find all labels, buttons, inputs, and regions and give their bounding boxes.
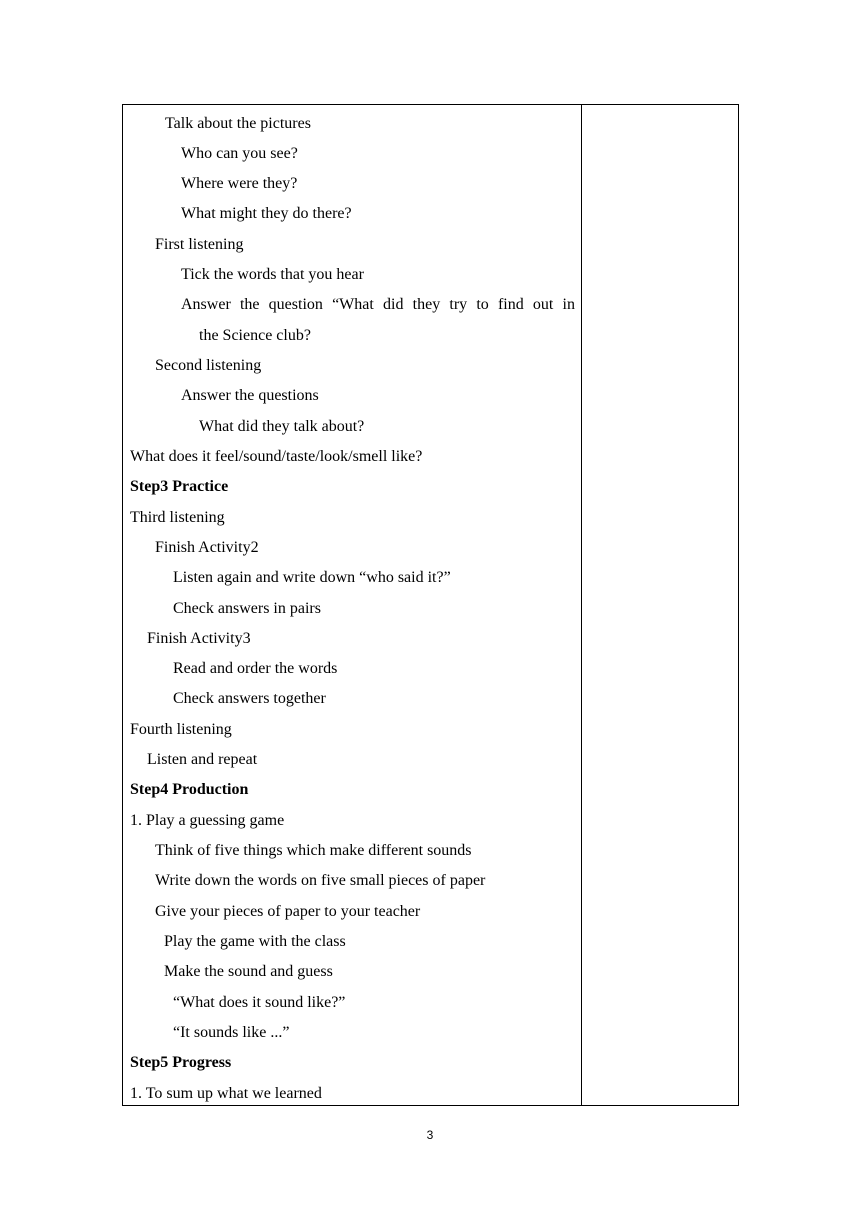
lesson-table [122,104,739,1106]
text-line: Think of five things which make different sounds [155,842,472,859]
text-line: Make the sound and guess [164,963,333,980]
text-line: Read and order the words [173,660,338,677]
page-number: 3 [426,1128,434,1142]
text-line: Check answers in pairs [173,600,321,617]
text-line: First listening [155,236,244,253]
text-line: Listen again and write down “who said it?” [173,569,451,586]
text-line: What might they do there? [181,205,352,222]
text-line: 1. Play a guessing game [130,812,285,829]
text-line: Play the game with the class [164,933,346,950]
text-line: What does it feel/sound/taste/look/smell like? [130,448,423,465]
text-line: Finish Activity2 [155,539,259,556]
text-line: Answer the questions [181,387,319,404]
text-line: Write down the words on five small pieces of paper [155,872,486,889]
text-line: the Science club? [199,327,311,344]
text-line: Tick the words that you hear [181,266,364,283]
text-line: 1. To sum up what we learned [130,1085,322,1102]
text-line: Give your pieces of paper to your teacher [155,903,421,920]
text-line: Second listening [155,357,262,374]
step-heading: Step5 Progress [130,1054,232,1071]
text-line: Where were they? [181,175,298,192]
text-line: “What does it sound like?” [173,994,346,1011]
text-line: Finish Activity3 [147,630,251,647]
step-heading: Step4 Production [130,781,249,798]
text-line: Who can you see? [181,145,298,162]
justified-question-line: Answer the question “What did they try to find out in [181,296,575,313]
step-heading: Step3 Practice [130,478,229,495]
text-line: Check answers together [173,690,326,707]
lesson-steps-cell [123,105,581,1105]
text-line: Talk about the pictures [165,115,311,132]
text-line: “It sounds like ...” [173,1024,290,1041]
text-line: Listen and repeat [147,751,258,768]
text-line: What did they talk about? [199,418,365,435]
text-line: Fourth listening [130,721,232,738]
text-line: Third listening [130,509,225,526]
notes-cell [582,105,738,1105]
